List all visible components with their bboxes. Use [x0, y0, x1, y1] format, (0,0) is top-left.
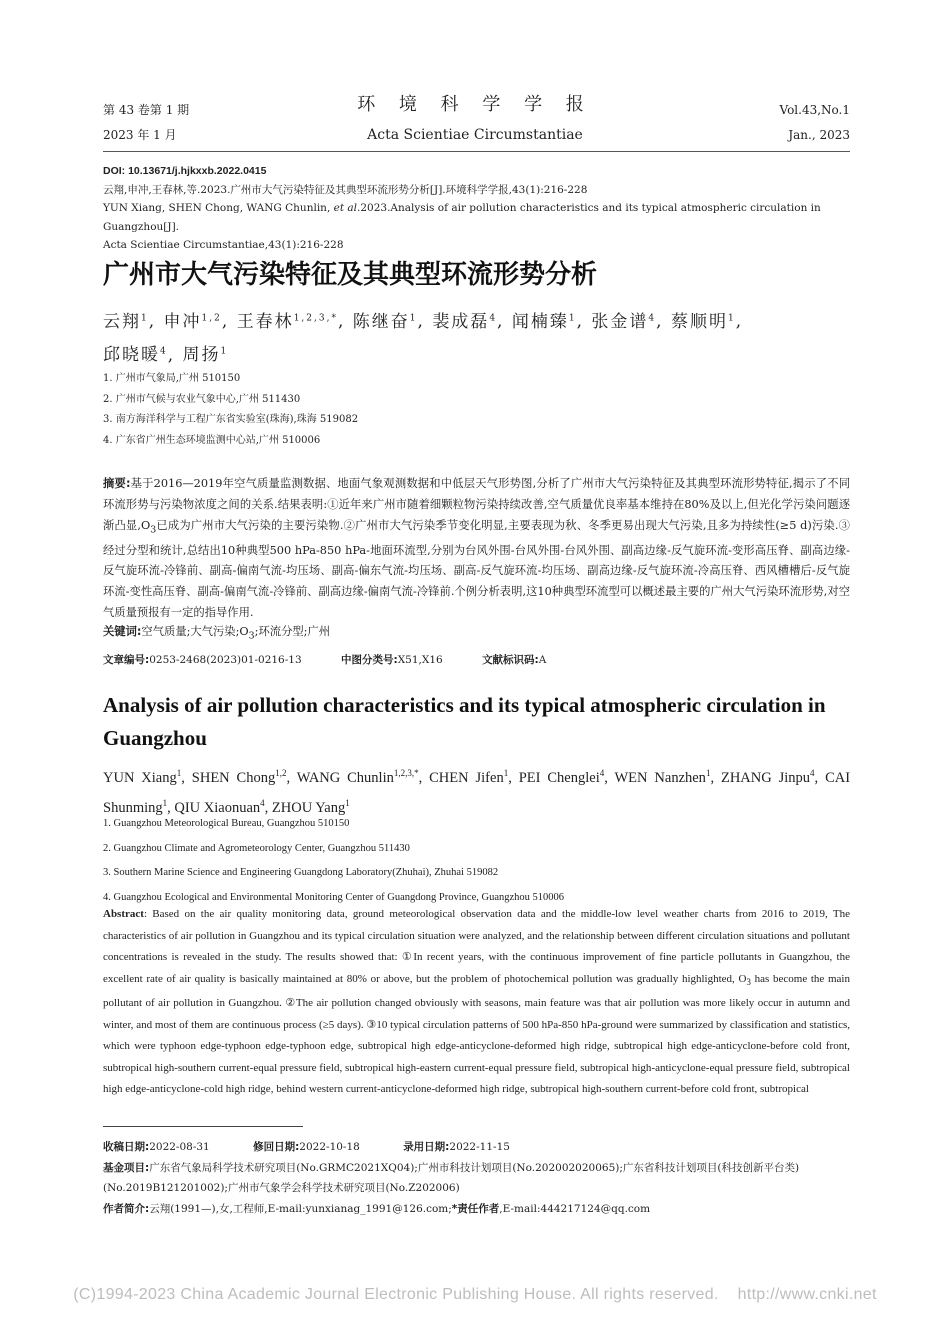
author-en: SHEN Chong$^{1,2}$ — [191, 768, 287, 786]
author-en: PEI Chenglei$^4$ — [518, 768, 605, 786]
fund-line: 基金项目:广东省气象局科学技术研究项目(No.GRMC2021XQ04);广州市科技计划项目(No.202002020065);广东省科技计划项目(科技创新平台类)(No.2019B121201002);广州市气象学会科学技术研究项目(No.Z202006) — [103, 1161, 800, 1195]
affiliation-en: 1. Guangzhou Meteorological Bureau, Guangzhou 510150 — [103, 818, 350, 829]
header-right — [780, 98, 851, 148]
author-cn: 申冲$^{1,2}$ — [163, 311, 222, 332]
keywords-cn: 关键词:空气质量;大气污染$;O_3$;环流分型;广州 — [103, 625, 331, 642]
journal-name-en: Acta Scientiae Circumstantiae — [367, 127, 583, 143]
author-cn: 陈继奋$^1$ — [352, 311, 418, 332]
citation-en-line2: Acta Scientiae Circumstantiae,43(1):216-228 — [103, 239, 344, 251]
doi[interactable]: DOI: 10.13671/j.hjkxxb.2022.0415 — [103, 165, 267, 177]
article-number: 0253-2468(2023)01-0216-13 — [149, 654, 302, 666]
accepted-date: 2022-11-15 — [449, 1141, 510, 1153]
affiliations-cn — [103, 369, 358, 451]
copyright-notice: (C)1994-2023 China Academic Journal Electronic Publishing House. All rights reserved. http://www.cnki.net — [73, 1286, 877, 1303]
title-cn: 广州市大气污染特征及其典型环流形势分析 — [103, 260, 598, 290]
document-code: A — [538, 654, 547, 666]
author-en: YUN Xiang$^1$ — [103, 768, 182, 786]
author-en: QIU Xiaonuan$^4$ — [174, 797, 265, 816]
date-cn: 2023 年 1 月 — [103, 128, 177, 142]
abstract-en-label: Abstract — [103, 908, 144, 920]
author-en: ZHANG Jinpu$^4$ — [720, 768, 815, 786]
author-cn: 闻楠臻$^1$ — [511, 311, 577, 332]
author-en: WEN Nanzhen$^1$ — [614, 768, 711, 786]
clc-number: X51,X16 — [397, 654, 443, 666]
author-cn: 王春林$^{1,2,3,*}$ — [236, 311, 338, 332]
date-en: Jan., 2023 — [788, 128, 850, 142]
affiliation-cn: 3. 南方海洋科学与工程广东省实验室(珠海),珠海 519082 — [103, 414, 359, 425]
abstract-en: Abstract: Based on the air quality monitoring data, ground meteorological observation data and the middle-low level weather charts from 2016 to 2019, The characteristics of air pollution in Guangzhou and its typical circulation situation were analyzed, and the relationship between different circulation situations and pollutant concentrations is revealed in the study. The results showed that: ①In recent years, with the continuous improvement of fine particle pollutants in Guangzhou, the excellent rate of air quality is basically maintained at 80% or above, but the problem of photochemical pollution was gradually highlighted, $O_3$ has become the main pollutant of air pollution in Guangzhou. ②The air pollution changed obviously with seasons, main feature was that air pollution was more likely occur in autumn and winter, and most of them are continuous process (≥5 days). ③10 typical circulation patterns of 500 hPa-850 hPa-ground were summarized by classification and statistics, which were typhoon edge-typhoon edge-typhoon edge, subtropical high edge-anticyclone-deformed high ridge, subtropical high edge-anticyclone-before cold front, subtropical high-southern current-equal pressure field, subtropical high-eastern current-equal pressure field, subtropical high-anticyclone-equal pressure field, subtropical high edge-anticyclone-cold high ridge, behind western current-anticyclone-deformed high ridge, subtropical high-southern current-before cold front, subtropical — [103, 908, 850, 1096]
abstract-cn-label: 摘要: — [103, 477, 131, 490]
citation-block — [103, 162, 850, 255]
author-en: CAI Shunming$^1$ — [103, 769, 851, 816]
author-en: WANG Chunlin$^{1,2,3,*}$ — [296, 768, 419, 786]
keywords-label: 关键词: — [103, 625, 142, 638]
volume-issue-cn: 第 43 卷第 1 期 — [103, 103, 190, 117]
footnote-divider — [103, 1126, 303, 1127]
authors-en: YUN Xiang$^1$, SHEN Chong$^{1,2}$, WANG Chunlin$^{1,2,3,*}$, CHEN Jifen$^1$, PEI Chenglei$^4$, WEN Nanzhen$^1$, ZHANG Jinpu$^4$, CAI Shunming$^1$, QIU Xiaonuan$^4$, ZHOU Yang$^1$ — [103, 768, 851, 816]
citation-cn: 云翔,申冲,王春林,等.2023.广州市大气污染特征及其典型环流形势分析[J].环境科学学报,43(1):216-228 — [103, 183, 588, 196]
author-cn: 周扬$^1$ — [182, 345, 229, 366]
article-info: 文章编号:0253-2468(2023)01-0216-13 中图分类号:X51,X16 文献标识码:A — [103, 654, 547, 666]
author-cn: 云翔$^1$ — [103, 311, 149, 332]
volume-issue-en: Vol.43,No.1 — [779, 103, 850, 117]
affiliation-cn: 1. 广州市气象局,广州 510150 — [103, 373, 241, 384]
author-cn: 蔡顺明$^1$ — [670, 311, 736, 332]
author-cn: 张金谱$^4$ — [591, 311, 657, 332]
affiliation-cn: 2. 广州市气候与农业气象中心,广州 511430 — [103, 393, 301, 405]
footnotes — [103, 1137, 850, 1219]
affiliation-en: 3. Southern Marine Science and Engineering Guangdong Laboratory(Zhuhai), Zhuhai 519082 — [103, 867, 499, 879]
dates-line: 收稿日期:2022-08-31 修回日期:2022-10-18 录用日期:2022-11-15 — [103, 1141, 510, 1153]
citation-en: YUN Xiang, SHEN Chong, WANG Chunlin, et al.2023.Analysis of air pollution characteristics and its typical atmospheric circulation in Guangzhou[J]. — [103, 202, 821, 233]
author-en: CHEN Jifen$^1$ — [429, 768, 509, 786]
header-journal — [320, 92, 630, 148]
received-date: 2022-08-31 — [149, 1141, 210, 1153]
author-en: ZHOU Yang$^1$ — [271, 797, 350, 816]
affiliations-en — [103, 812, 564, 910]
author-cn: 邱晓暖$^4$ — [103, 345, 168, 366]
affiliation-en: 2. Guangzhou Climate and Agrometeorology Center, Guangzhou 511430 — [103, 842, 410, 854]
affiliation-en: 4. Guangzhou Ecological and Environmental Monitoring Center of Guangdong Province, Guangzhou 510006 — [103, 891, 565, 903]
author-bio-line: 作者简介:云翔(1991—),女,工程师,E-mail:yunxianag_1991@126.com;*责任作者,E-mail:444217124@qq.com — [103, 1202, 651, 1215]
abstract-cn: 摘要:基于2016—2019年空气质量监测数据、地面气象观测数据和中低层天气形势图,分析了广州市大气污染特征及其典型环流形势特征,揭示了不同环流形势与污染物浓度之间的关系.结果表明:①近年来广州市随着细颗粒物污染持续改善,空气质量优良率基本维持在80%及以上,但光化学污染问题逐渐凸显$,O_3$已成为广州市大气污染的主要污染物.②广州市大气污染季节变化明显,主要表现为秋、冬季更易出现大气污染,且多为持续性(≥5 d)污染.③经过分型和统计,总结出10种典型500 hPa-850 hPa-地面环流型,分别为台风外围-台风外围-台风外围、副高边缘-反气旋环流-变形高压脊、副高边缘-反气旋环流-冷锋前、副高-偏南气流-均压场、副高-偏东气流-均压场、副高-反气旋环流-均压场、副高边缘-反气旋环流-冷高压脊、西风槽槽后-反气旋环流-变性高压脊、副高-偏南气流-冷锋前、副高边缘-偏南气流-冷锋前.个例分析表明,这10种典型环流型可以概述最主要的广州大气污染环流形势,对空气质量预报有一定的指导作用. — [103, 477, 850, 620]
author-cn: 裴成磊$^4$ — [432, 311, 498, 332]
title-en: Analysis of air pollution characteristics and its typical atmospheric circulation in Guangzhou — [103, 693, 826, 750]
authors-cn: 云翔$^1$, 申冲$^{1,2}$, 王春林$^{1,2,3,*}$, 陈继奋$^1$, 裴成磊$^4$, 闻楠臻$^1$, 张金谱$^4$, 蔡顺明$^1$, 邱晓暖$^4$, 周扬$^1$ — [103, 311, 744, 366]
journal-name-cn: 环 境 科 学 学 报 — [357, 94, 593, 115]
affiliation-cn: 4. 广东省广州生态环境监测中心站,广州 510006 — [103, 434, 321, 446]
header-divider — [103, 151, 850, 152]
header-left — [103, 98, 189, 148]
revised-date: 2022-10-18 — [299, 1141, 360, 1153]
